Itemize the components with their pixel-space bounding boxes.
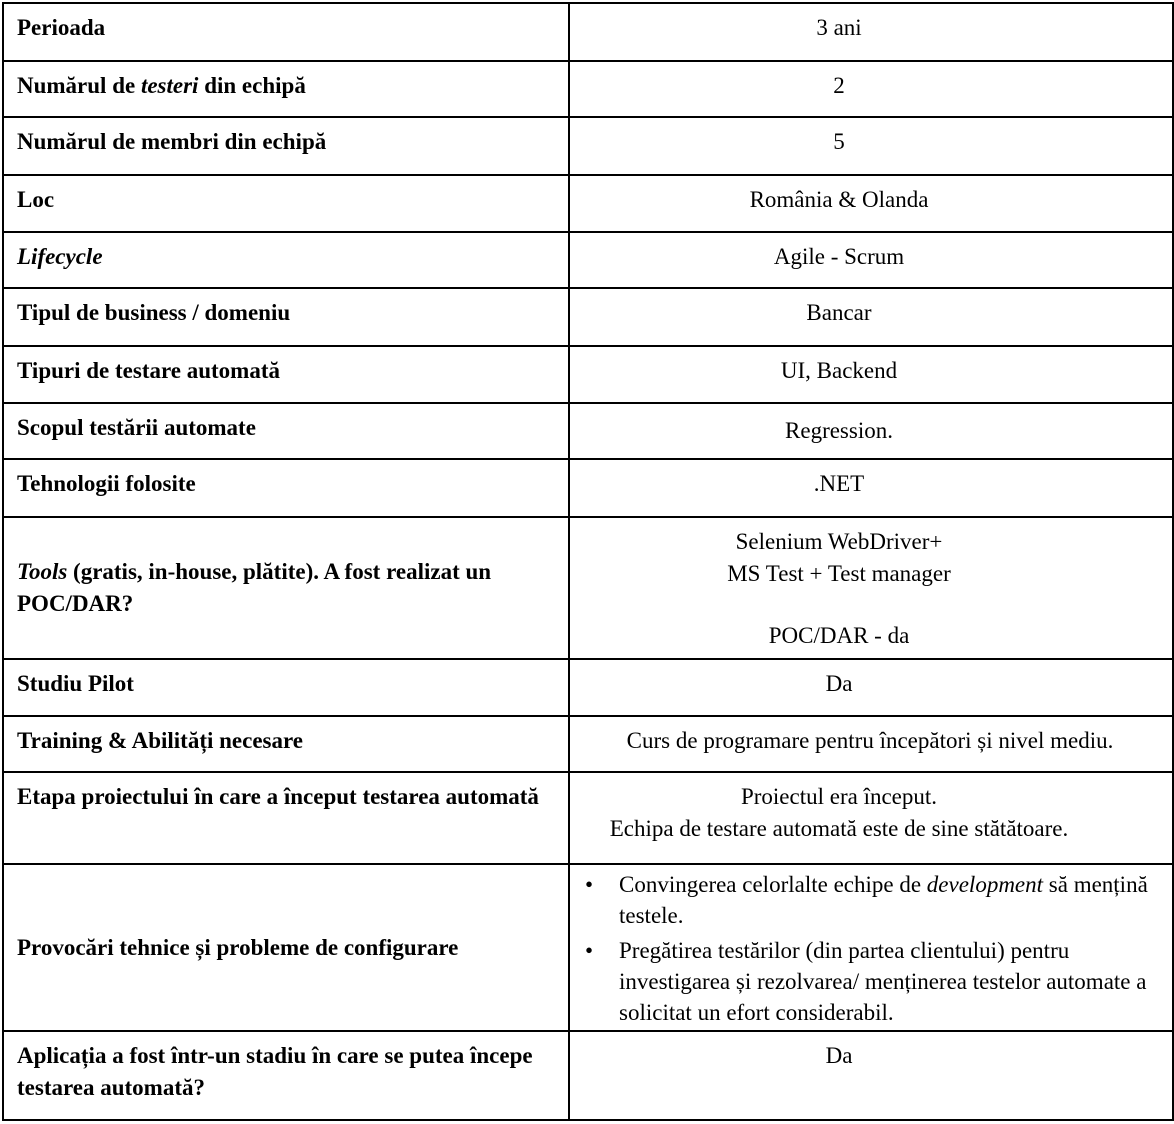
bullet-text-italic: development (926, 872, 1044, 897)
row-numar-membri (3, 117, 1173, 175)
value-lifecycle (569, 232, 1173, 288)
label-tip-business (3, 288, 569, 346)
value-loc (569, 175, 1173, 232)
row-studiu-pilot (3, 659, 1173, 716)
value-numar-testeri (569, 61, 1173, 117)
value-text: Agile - Scrum (773, 244, 905, 269)
label-text: din echipă (198, 73, 306, 98)
label-text: Loc (17, 187, 55, 212)
label-perioada (3, 3, 569, 61)
value-text: UI, Backend (780, 358, 898, 383)
label-text-italic: Tools (17, 559, 68, 584)
label-tehnologii (3, 459, 569, 517)
label-aplicatia-stadiu (3, 1031, 569, 1120)
value-text: 2 (833, 73, 845, 98)
challenge-item (619, 869, 1162, 931)
label-scop-testare (3, 403, 569, 459)
value-line: Proiectul era început. (740, 784, 938, 809)
label-text: Etapa proiectului în care a început testarea automată (17, 784, 539, 809)
value-provocari (569, 864, 1173, 1031)
row-tehnologii (3, 459, 1173, 517)
challenges-list (576, 869, 1162, 1028)
case-study-table (2, 2, 1174, 1121)
value-scop-testare (569, 403, 1173, 459)
label-text-italic: testeri (140, 73, 199, 98)
label-text: Tehnologii folosite (17, 471, 196, 496)
bullet-text: să mențină testele. (619, 872, 1148, 928)
label-lifecycle (3, 232, 569, 288)
value-text: Da (825, 671, 853, 696)
label-text: Provocări tehnice și probleme de configurare (17, 934, 459, 960)
label-text: Aplicația a fost într-un stadiu în care se putea începe testarea automată? (17, 1043, 533, 1100)
row-scop-testare (3, 403, 1173, 459)
value-tipuri-testare (569, 346, 1173, 403)
label-text: Numărul de (17, 73, 141, 98)
value-line: MS Test + Test manager (727, 561, 951, 586)
row-aplicatia-stadiu (3, 1031, 1173, 1120)
value-line: Selenium WebDriver+ (735, 529, 943, 554)
label-text: Numărul de membri din echipă (17, 129, 327, 154)
value-studiu-pilot (569, 659, 1173, 716)
label-text: Perioada (17, 15, 106, 40)
label-text-italic: Lifecycle (17, 244, 103, 269)
row-tip-business (3, 288, 1173, 346)
label-etapa-proiect (3, 772, 569, 864)
label-numar-membri (3, 117, 569, 175)
row-perioada (3, 3, 1173, 61)
value-training-abilitati (569, 716, 1173, 772)
value-tehnologii (569, 459, 1173, 517)
label-loc (3, 175, 569, 232)
value-numar-membri (569, 117, 1173, 175)
label-studiu-pilot (3, 659, 569, 716)
value-text: Regression. (785, 418, 893, 443)
row-etapa-proiect (3, 772, 1173, 864)
label-text: (gratis, in-house, plătite). A fost realizat un POC/DAR? (17, 559, 492, 616)
bullet-text: Pregătirea testărilor (din partea clientului) pentru investigarea și rezolvarea/ menținerea testelor automate a solicitat un efort considerabil. (619, 938, 1147, 1025)
row-loc (3, 175, 1173, 232)
challenge-item (619, 935, 1162, 1028)
label-provocari (3, 864, 569, 1031)
value-text: România & Olanda (749, 187, 929, 212)
value-text: Curs de programare pentru începători și nivel mediu. (626, 728, 1114, 753)
row-tipuri-testare (3, 346, 1173, 403)
value-line: POC/DAR - da (768, 623, 910, 648)
label-numar-testeri (3, 61, 569, 117)
value-tip-business (569, 288, 1173, 346)
label-tools-poc (3, 517, 569, 659)
label-text: Studiu Pilot (17, 671, 134, 696)
label-text: Tipuri de testare automată (17, 358, 280, 383)
value-perioada (569, 3, 1173, 61)
value-text: 5 (833, 129, 845, 154)
label-text: Training & Abilități necesare (17, 728, 303, 753)
row-training-abilitati (3, 716, 1173, 772)
bullet-text: Convingerea celorlalte echipe de (619, 872, 927, 897)
label-tipuri-testare (3, 346, 569, 403)
value-text: Bancar (806, 300, 872, 325)
row-numar-testeri (3, 61, 1173, 117)
value-tools-poc (569, 517, 1173, 659)
label-training-abilitati (3, 716, 569, 772)
value-text: 3 ani (816, 15, 862, 40)
label-text: Tipul de business / domeniu (17, 300, 291, 325)
row-tools-poc (3, 517, 1173, 659)
row-lifecycle (3, 232, 1173, 288)
label-text: Scopul testării automate (17, 415, 256, 440)
row-provocari (3, 864, 1173, 1031)
value-text: .NET (813, 471, 865, 496)
value-text: Da (825, 1043, 853, 1068)
value-etapa-proiect (569, 772, 1173, 864)
value-aplicatia-stadiu (569, 1031, 1173, 1120)
value-line: Echipa de testare automată este de sine stătătoare. (609, 816, 1069, 841)
